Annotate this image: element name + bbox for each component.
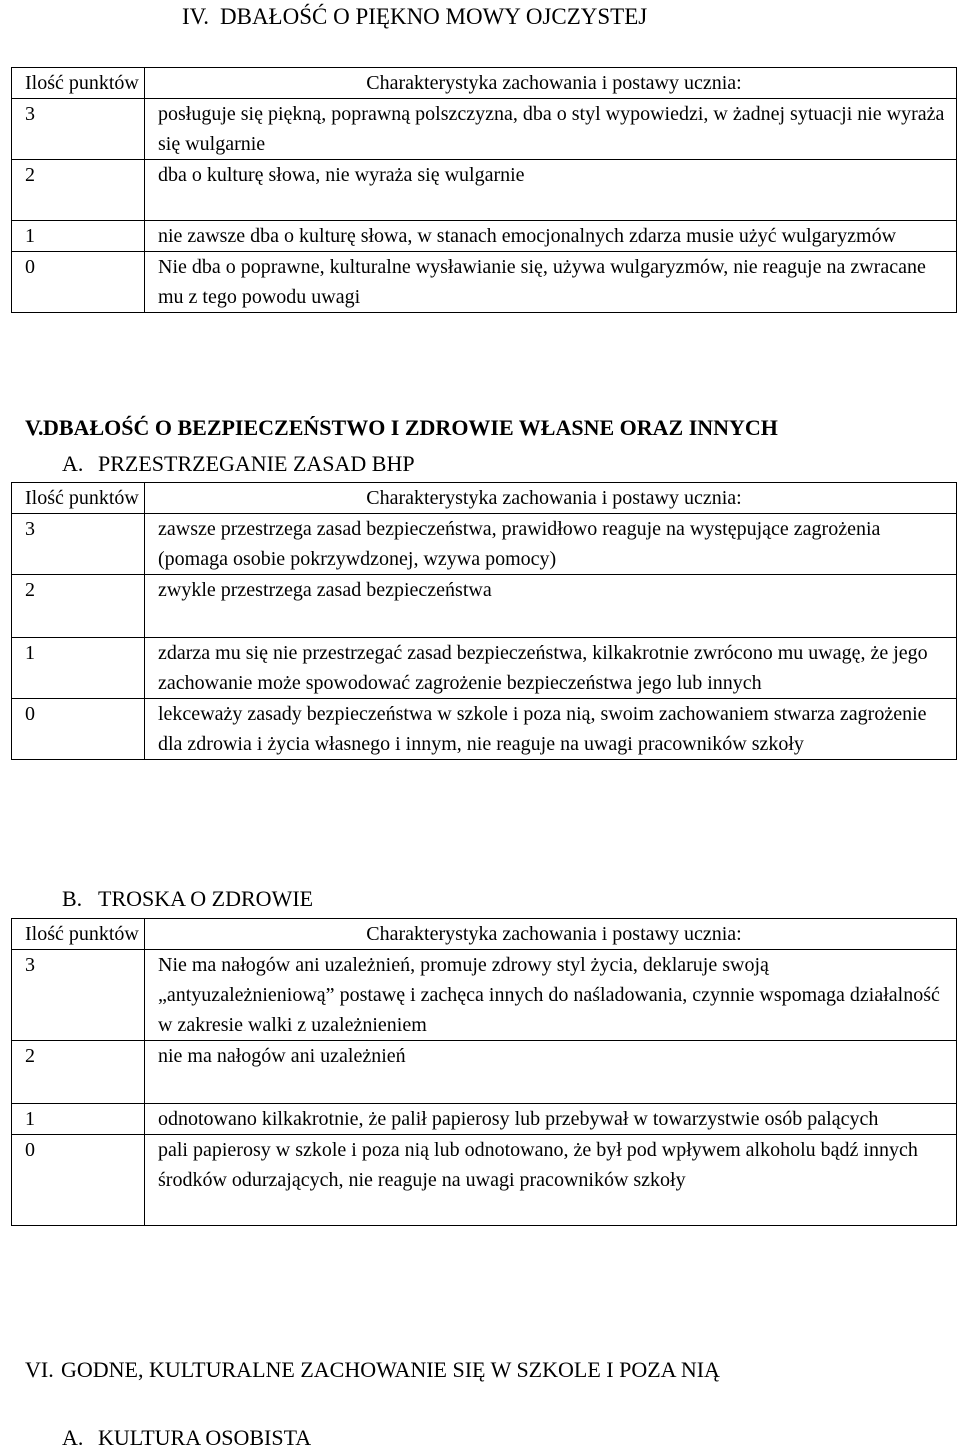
description-cell: odnotowano kilkakrotnie, że palił papierosy lub przebywał w towarzystwie osób palących: [145, 1104, 957, 1135]
subsection-title: KULTURA OSOBISTA: [98, 1425, 312, 1450]
points-header: Ilość punktów: [12, 68, 145, 99]
points-cell: 2: [12, 575, 145, 638]
table-header-row: [12, 68, 957, 99]
table-row: [12, 99, 957, 160]
table-row: [12, 221, 957, 252]
description-header: Charakterystyka zachowania i postawy ucznia:: [145, 483, 957, 514]
section-number: VI.: [25, 1357, 54, 1382]
table-row: [12, 514, 957, 575]
description-cell: dba o kulturę słowa, nie wyraża się wulgarnie: [145, 160, 957, 221]
description-cell: pali papierosy w szkole i poza nią lub odnotowano, że był pod wpływem alkoholu bądź innych środków odurzających, nie reaguje na uwagi pracowników szkoły: [145, 1135, 957, 1226]
section-number: IV.: [182, 4, 210, 29]
subsection-letter: B.: [62, 886, 83, 911]
description-header: Charakterystyka zachowania i postawy ucznia:: [145, 68, 957, 99]
speech-rubric-table: [11, 67, 957, 313]
points-cell: 3: [12, 950, 145, 1041]
section-title: GODNE, KULTURALNE ZACHOWANIE SIĘ W SZKOLE I POZA NIĄ: [61, 1357, 720, 1382]
table-header-row: [12, 919, 957, 950]
table-row: [12, 160, 957, 221]
subsection-title: TROSKA O ZDROWIE: [98, 886, 314, 911]
points-header: Ilość punktów: [12, 483, 145, 514]
points-header: Ilość punktów: [12, 919, 145, 950]
subsection-vi-a-heading: [62, 1425, 311, 1451]
description-header: Charakterystyka zachowania i postawy ucznia:: [145, 919, 957, 950]
table-row: [12, 1104, 957, 1135]
subsection-letter: A.: [62, 1425, 84, 1450]
points-cell: 1: [12, 221, 145, 252]
points-cell: 2: [12, 1041, 145, 1104]
description-cell: nie zawsze dba o kulturę słowa, w stanach emocjonalnych zdarza musie użyć wulgaryzmów: [145, 221, 957, 252]
subsection-b-heading: [62, 886, 313, 912]
description-cell: Nie dba o poprawne, kulturalne wysławianie się, używa wulgaryzmów, nie reaguje na zwracane mu z tego powodu uwagi: [145, 252, 957, 313]
table-row: [12, 575, 957, 638]
points-cell: 2: [12, 160, 145, 221]
description-cell: Nie ma nałogów ani uzależnień, promuje zdrowy styl życia, deklaruje swoją „antyuzależnieniową” postawę i zachęca innych do naśladowania, czynnie wspomaga działalność w zakresie walki z uzależnieniem: [145, 950, 957, 1041]
section-iv-heading: [182, 4, 647, 30]
section-vi-heading: [25, 1357, 720, 1383]
table-header-row: [12, 483, 957, 514]
points-cell: 0: [12, 699, 145, 760]
section-number: V.: [25, 415, 44, 440]
description-cell: lekceważy zasady bezpieczeństwa w szkole i poza nią, swoim zachowaniem stwarza zagrożenie dla zdrowia i życia własnego i innym, nie reaguje na uwagi pracowników szkoły: [145, 699, 957, 760]
points-cell: 3: [12, 514, 145, 575]
health-rubric-table: [11, 918, 957, 1226]
points-cell: 0: [12, 252, 145, 313]
points-cell: 3: [12, 99, 145, 160]
points-cell: 1: [12, 1104, 145, 1135]
description-cell: nie ma nałogów ani uzależnień: [145, 1041, 957, 1104]
table-row: [12, 950, 957, 1041]
points-cell: 0: [12, 1135, 145, 1226]
description-cell: zdarza mu się nie przestrzegać zasad bezpieczeństwa, kilkakrotnie zwrócono mu uwagę, że jego zachowanie może spowodować zagrożenie bezpieczeństwa jego lub innych: [145, 638, 957, 699]
section-v-heading: [25, 415, 778, 441]
subsection-title: PRZESTRZEGANIE ZASAD BHP: [98, 451, 415, 476]
table-row: [12, 1041, 957, 1104]
section-title: DBAŁOŚĆ O PIĘKNO MOWY OJCZYSTEJ: [220, 4, 648, 29]
description-cell: zawsze przestrzega zasad bezpieczeństwa, prawidłowo reaguje na występujące zagrożenia (pomaga osobie pokrzywdzonej, wzywa pomocy): [145, 514, 957, 575]
section-title: DBAŁOŚĆ O BEZPIECZEŃSTWO I ZDROWIE WŁASNE ORAZ INNYCH: [43, 415, 778, 440]
table-row: [12, 1135, 957, 1226]
description-cell: posługuje się piękną, poprawną polszczyzna, dba o styl wypowiedzi, w żadnej sytuacji nie wyraża się wulgarnie: [145, 99, 957, 160]
table-row: [12, 252, 957, 313]
points-cell: 1: [12, 638, 145, 699]
description-cell: zwykle przestrzega zasad bezpieczeństwa: [145, 575, 957, 638]
subsection-a-heading: [62, 451, 415, 477]
table-row: [12, 638, 957, 699]
subsection-letter: A.: [62, 451, 84, 476]
table-row: [12, 699, 957, 760]
safety-rubric-table: [11, 482, 957, 760]
